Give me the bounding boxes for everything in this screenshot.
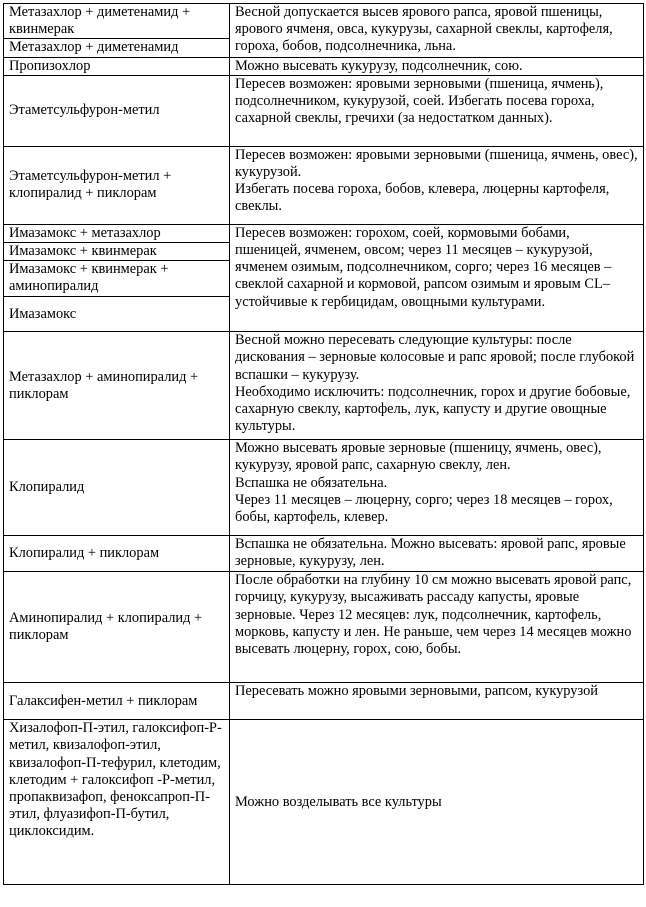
table-row <box>4 146 644 224</box>
table-row <box>4 224 644 242</box>
herbicide-cell: Клопиралид + пиклорам <box>4 536 230 572</box>
herbicide-cell: Галаксифен-метил + пиклорам <box>4 683 230 720</box>
herbicide-cell: Хизалофоп-П-этил, галоксифоп-Р-метил, квизалофоп-этил, квизалофоп-П-тефурил, клетодим, клетодим + галоксифоп -Р-метил, пропаквизафоп, феноксапроп-П-этил, флуазифоп-П-бутил, циклоксидим. <box>4 720 230 885</box>
recommendation-cell: Можно возделывать все культуры <box>230 720 644 885</box>
table-row <box>4 57 644 75</box>
recommendation-cell: Пересев возможен: яровыми зерновыми (пшеница, ячмень), подсолнечником, кукурузой, соей. Избегать посева гороха, сахарной свеклы, гречихи (за недостатком данных). <box>230 75 644 146</box>
table-row <box>4 720 644 885</box>
herbicide-cell: Пропизохлор <box>4 57 230 75</box>
herbicide-cell: Метазахлор + аминопиралид + пиклорам <box>4 332 230 440</box>
recommendation-cell: Весной можно пересевать следующие культуры: после дискования – зерновые колосовые и рапс яровой; после глубокой вспашки – кукурузу. Необходимо исключить: подсолнечник, горох и другие бобовые, сахарную свеклу, картофель, лук, капусту и другие овощные культуры. <box>230 332 644 440</box>
herbicide-cell: Имазамокс + метазахлор <box>4 224 230 242</box>
table-row <box>4 572 644 683</box>
herbicide-cell: Имазамокс + квинмерак <box>4 243 230 261</box>
herbicide-cell: Этаметсульфурон-метил <box>4 75 230 146</box>
recommendation-cell: После обработки на глубину 10 см можно высевать яровой рапс, горчицу, кукурузу, высаживать рассаду капусты, яровые зерновые. Через 12 месяцев: лук, подсолнечник, картофель, морковь, капусту и лен. Не раньше, чем через 14 месяцев можно высевать люцерну, горох, сою, бобы. <box>230 572 644 683</box>
table-row <box>4 440 644 536</box>
recommendation-cell: Весной допускается высев ярового рапса, яровой пшеницы, ярового ячменя, овса, кукурузы, сахарной свеклы, картофеля, гороха, бобов, подсолнечника, льна. <box>230 4 644 58</box>
herbicide-cell: Имазамокс + квинмерак + аминопиралид <box>4 261 230 297</box>
herbicide-cell: Этаметсульфурон-метил + клопиралид + пиклорам <box>4 146 230 224</box>
recommendation-cell: Пересев возможен: яровыми зерновыми (пшеница, ячмень, овес), кукурузой. Избегать посева гороха, бобов, клевера, люцерны картофеля, свеклы. <box>230 146 644 224</box>
table-row <box>4 75 644 146</box>
recommendation-cell: Можно высевать кукурузу, подсолнечник, сою. <box>230 57 644 75</box>
table-row <box>4 683 644 720</box>
table-row <box>4 536 644 572</box>
herbicide-crop-rotation-table <box>3 3 644 885</box>
herbicide-cell: Метазахлор + диметенамид + квинмерак <box>4 4 230 39</box>
herbicide-cell: Имазамокс <box>4 297 230 332</box>
recommendation-cell: Можно высевать яровые зерновые (пшеницу, ячмень, овес), кукурузу, яровой рапс, сахарную свеклу, лен. Вспашка не обязательна. Через 11 месяцев – люцерну, сорго; через 18 месяцев – горох, бобы, картофель, клевер. <box>230 440 644 536</box>
recommendation-cell: Пересевать можно яровыми зерновыми, рапсом, кукурузой <box>230 683 644 720</box>
herbicide-crop-rotation-table-container <box>3 3 643 885</box>
herbicide-cell: Клопиралид <box>4 440 230 536</box>
recommendation-cell: Пересев возможен: горохом, соей, кормовыми бобами, пшеницей, ячменем, овсом; через 11 месяцев – кукурузой, ячменем озимым, подсолнечником, сорго; через 16 месяцев – свеклой сахарной и кормовой, рапсом озимым и яровым CL– устойчивые к гербицидам, овощными культурами. <box>230 224 644 331</box>
table-row <box>4 332 644 440</box>
herbicide-cell: Аминопиралид + клопиралид + пиклорам <box>4 572 230 683</box>
recommendation-cell: Вспашка не обязательна. Можно высевать: яровой рапс, яровые зерновые, кукурузу, лен. <box>230 536 644 572</box>
herbicide-cell: Метазахлор + диметенамид <box>4 39 230 57</box>
table-row <box>4 4 644 39</box>
